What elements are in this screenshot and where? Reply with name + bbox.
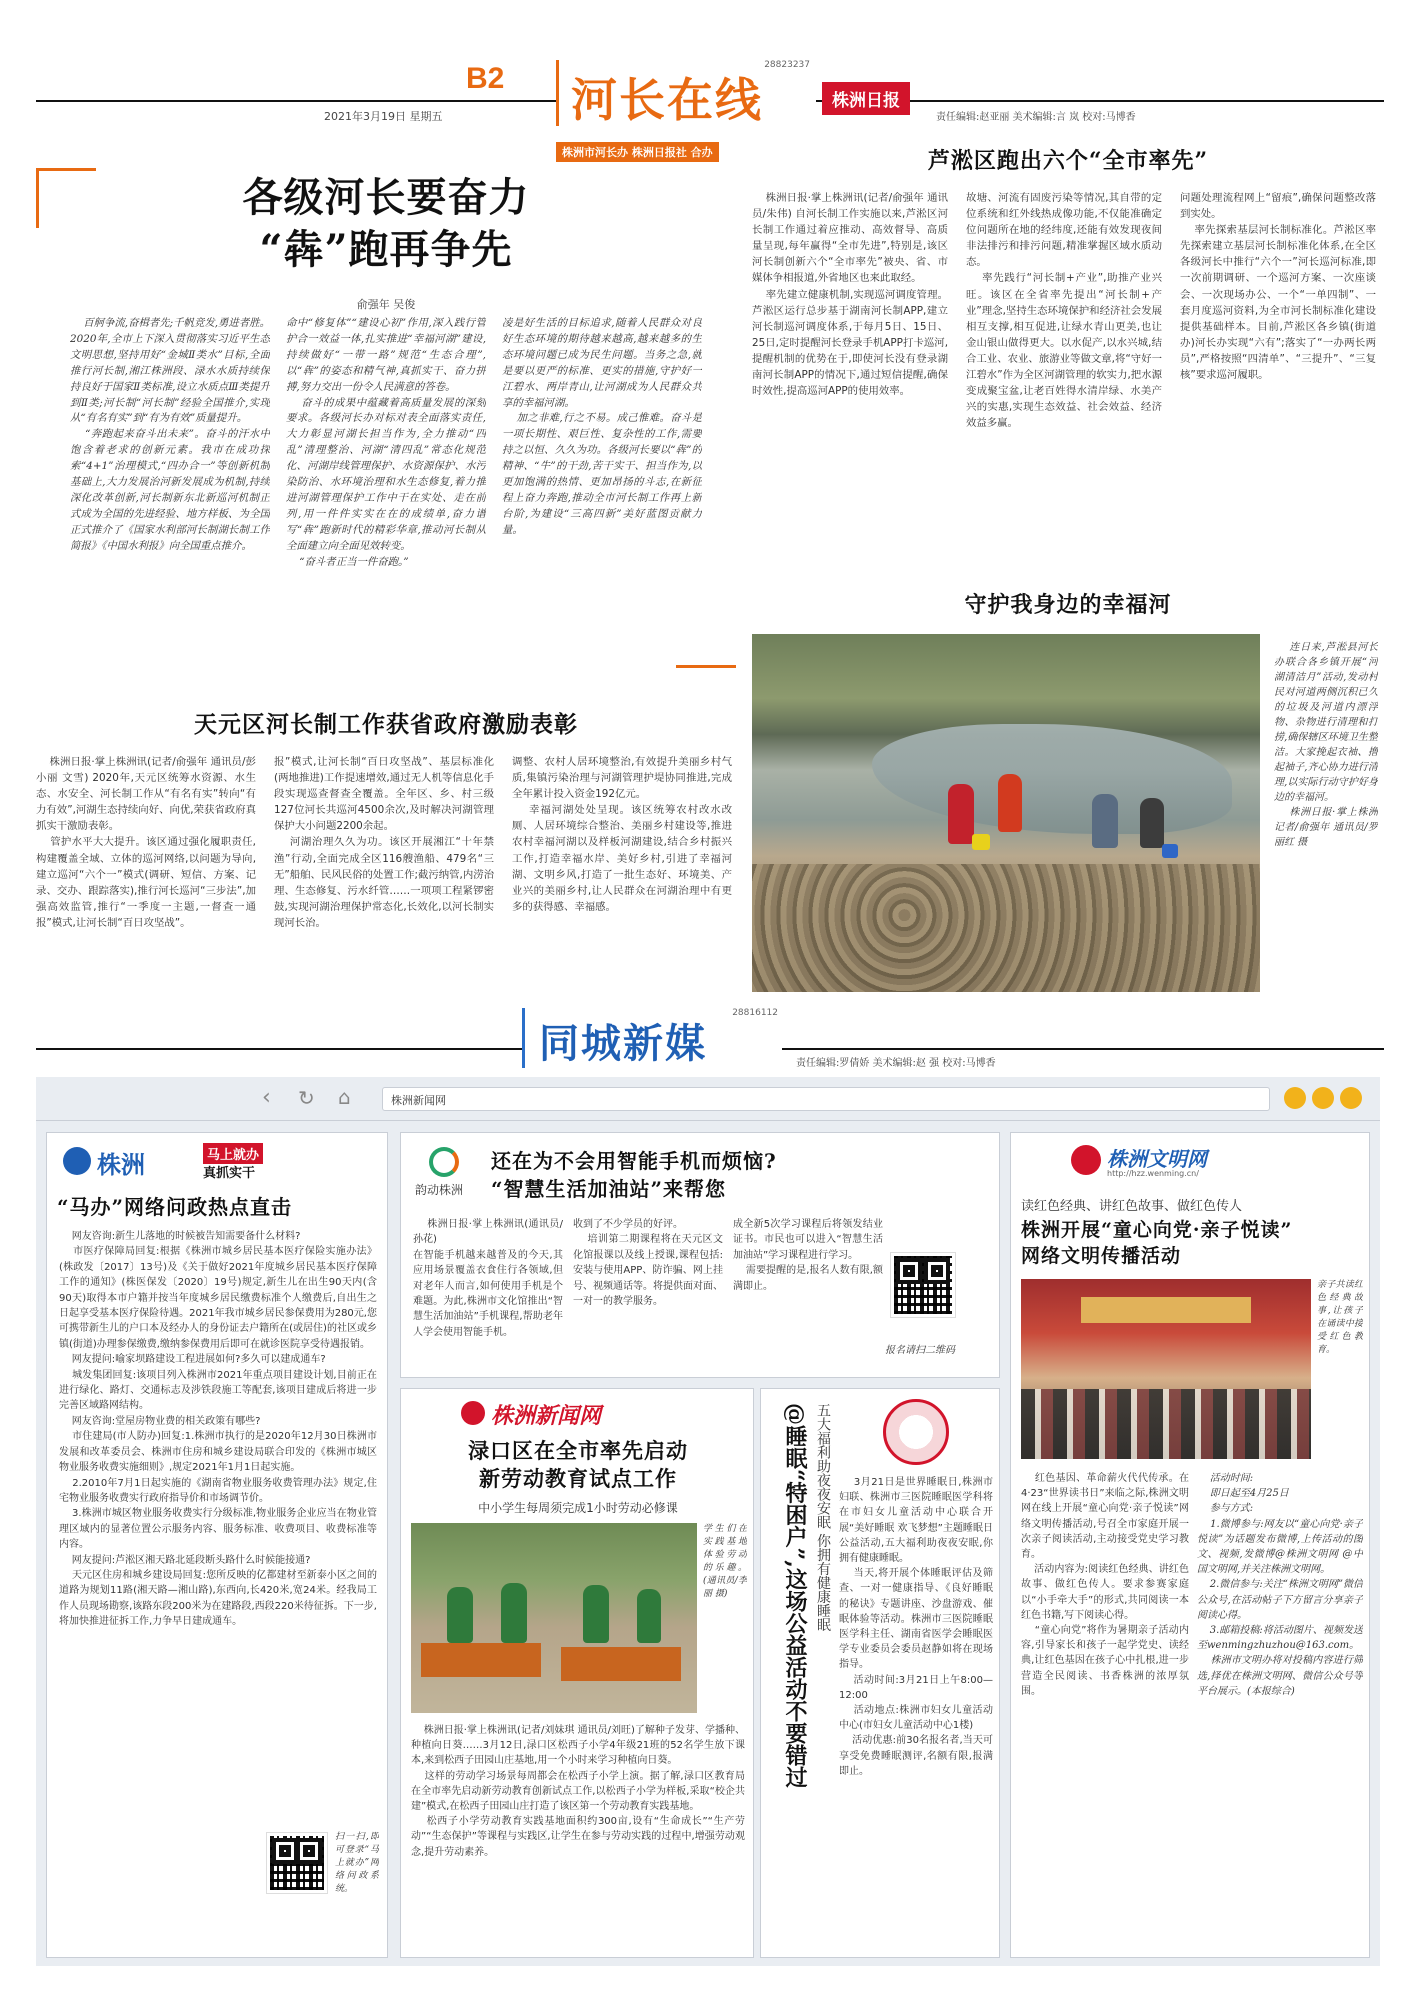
shuimian-card [760, 1388, 1000, 1958]
shuimian-body: 3月21日是世界睡眠日,株洲市妇联、株洲市三医院睡眠医学科将在市妇女儿童活动中心联合开展“美好睡眠 欢飞梦想”主题睡眠日公益活动,五大福利助夜夜安眠,你拥有健康睡眠。 当天,将开展个体睡眠评估及筛查、一对一健康指导、《良好睡眠的秘诀》专题讲座、沙盘游戏、催眠体验等活动。株洲市三医院睡眠医学科主任、湖南省医学会睡眠医学专业委员会委员赵静如将在现场指导。 活动时间:3月21日上午8:00—12:00 活动地点:株洲市妇女儿童活动中心(市妇女儿童活动中心1楼) 活动优惠:前30名报名者,当天可享受免费睡眠测评,名额有限,报满即止。 [839, 1477, 993, 1777]
minimize-icon[interactable] [1284, 1087, 1306, 1109]
rocky-bank [752, 864, 1260, 992]
frame-bottom-right [676, 665, 736, 668]
laodong-body: 株洲日报·掌上株洲讯(记者/刘妹琪 通讯员/刘旺)了解种子发芽、学播种、种植向日葵……3月12日,渌口区松西子小学4年级21班的52名学生放下课本,来到松西子田园山庄基地,用一个小时来学习种植向日葵。 这样的劳动学习场景每周都会在松西子小学上演。据了解,渌口区教育局在全市率先启动新劳动教育创新试点工作,以松西子小学为样板,采取“校企共建”模式,在松西子田园山庄打造了该区第一个劳动教育实践基地。 松西子小学劳动教育实践基地面积约300亩,设有“生命成长”“生产劳动”“生态保护”等课程与实践区,让学生在参与劳动实践的过程中,增强劳动观念,提升劳动素养。 [411, 1725, 745, 1858]
home-icon[interactable]: ⌂ [338, 1085, 351, 1109]
story-tianyuan [36, 708, 736, 1000]
wenming-title: 株洲开展“童心向党·亲子悦读” 网络文明传播活动 [1021, 1219, 1293, 1267]
laodong-brand [461, 1397, 701, 1431]
photo-story-title: 守护我身边的幸福河 [964, 592, 1172, 618]
story-tianyuan-col1: 株洲日报·掌上株洲讯(记者/俞强年 通讯员/彭小丽 文雪) 2020年,天元区统筹水资源、水生态、水安全、河长制工作从“有名有实”转向“有力有效”,河湖生态持续向好、向优,荣获省政府真抓实干激励表彰。 管护水平大大提升。该区通过强化履职责任,构建覆盖全域、立体的巡河网络,以问题为导向,建立巡河“六个一”模式(调研、短信、方案、记录、交办、跟踪落实),推行河长巡河“三步法”,加强高效监管,推行“一季度一主题,一督查一通报”模式,让河长制“百日攻坚战”。 [36, 756, 256, 929]
tongcheng-header [36, 1008, 1384, 1074]
yundong-card [400, 1132, 1000, 1378]
laodong-photo-caption: 学生们在实践基地体验劳动的乐趣。(通讯员/李丽 摄) [703, 1524, 747, 1599]
bucket-1 [972, 834, 990, 850]
yundong-col1: 株洲日报·掌上株洲讯(通讯员/孙花) 在智能手机越来越普及的今天,其应用场景覆盖衣食住行各领域,但对老年人而言,如何使用手机是个难题。为此,株洲市文化馆推出“智慧生活加油站”手机课程,帮助老年人学会使用智能手机。 [413, 1219, 563, 1338]
tongcheng-editors: 责任编辑:罗倩娇 美术编辑:赵 强 校对:马博香 [796, 1058, 996, 1069]
wenming-photo-caption: 亲子共读红色经典故事,让孩子在诵读中接受红色教育。 [1317, 1280, 1363, 1355]
tongcheng-hotline: 28816112 [732, 1008, 778, 1018]
student-1 [447, 1587, 473, 1643]
wenming-stage-banner [1081, 1297, 1251, 1323]
mabian-logo-icon [63, 1147, 91, 1175]
laodong-card [400, 1388, 754, 1958]
worker-4 [1140, 798, 1164, 848]
story-commentary-byline: 俞强年 吴俊 [356, 298, 416, 311]
mabian-slogan-red: 马上就办 [203, 1143, 263, 1164]
story-tianyuan-col3: 调整、农村人居环境整治,有效提升美丽乡村气质,集镇污染治理与河湖管理护堤协同推进,完成全年累计投入资金192亿元。 幸福河湖处处呈现。该区统筹农村改水改厕、人居环境综合整治、美丽乡村建设等,推进农村幸福河湖以及样板河湖建设,结合乡村振兴工作,打造幸福水岸、美好乡村,引进了幸福河湖、文明乡风,打造了一批生态好、环境美、产业兴的美丽乡村,让人民群众在河湖治理中有更多的获得感、幸福感。 [512, 756, 732, 913]
mabian-logo [63, 1143, 363, 1179]
mabian-body: 网友咨询:新生儿落地的时候被告知需要备什么材料? 市医疗保障局回复:根据《株洲市城乡居民基本医疗保险实施办法》(株政发〔2017〕13号)及《关于做好2021年度城乡居民基本医疗保障工作的通知》(株医保发〔2020〕19号)规定,新生儿在出生90天内(含90天)取得本市户籍并按当年度城乡居民缴费标准个人缴费后,自出生之日起享受基本医疗保险待遇。2021年我市城乡居民参保费用为280元,您可携带新生儿的户口本及经办人的身份证去户籍所在(或居住)的社区或乡镇(街道)办理参保缴费,缴纳参保费用后即可在就诊医院享受待遇报销。 网友提问:喻家坝路建设工程进展如何?多久可以建成通车? 城发集团回复:该项目列入株洲市2021年重点项目建设计划,目前正在进行绿化、路灯、交通标志及涉铁段施工等配套,该项目建成后将进一步完善区域路网结构。 网友咨询:堂屋房物业费的相关政策有哪些? 市住建局(市人防办)回复:1.株洲市执行的是2020年12月30日株洲市发展和改革委员会、株洲市住房和城乡建设局联合印发的《株洲市城区物业服务收费实施细则》,规定2021年1月1日起实施。 2.2010年7月1日起实施的《湖南省物业服务收费管理办法》规定,住宅物业服务收费实行政府指导价和市场调节价。 3.株洲市城区物业服务收费实行分级标准,物业服务企业应当在物业管理区域内的显著位置公示服务内容、服务标准、收费项目、收费标准等内容。 网友提问:芦淞区湘天路北延段断头路什么时候能接通? 天元区住房和城乡建设局回复:您所反映的亿都建材至新泰小区之间的道路为规划11路(湘天路—湘山路),东西向,长420米,宽24米。经我局工作人员现场勘察,该路东段200米为在建路段,西段220米待征拆。下一步,将加快推进征拆工作,力争早日建成通车。 [59, 1231, 377, 1628]
shuimian-vertical-subtitle: 五大福利助夜夜安眠 你拥有健康睡眠 [815, 1403, 831, 1632]
worker-3 [1092, 794, 1118, 848]
close-icon[interactable] [1340, 1087, 1362, 1109]
student-4 [637, 1589, 661, 1643]
story-commentary [36, 168, 736, 668]
story-commentary-col3: 凌是好生活的目标追求,随着人民群众对良好生态环境的期待越来越高,越来越多的生态环境问题已成为民生问题。当务之急,就是要以更严的标准、更实的措施,守护好一江碧水、两岸青山,让河湖成为人民群众共享的幸福河湖。 加之非难,行之不易。成己惟难。奋斗是一项长期性、艰巨性、复杂性的工作,需要持之以恒、久久为功。各级河长要以“犇”的精神、“牛”的干劲,苦干实干、担当作为,以更加饱满的热情、更加昂扬的斗志,在新征程上奋力奔跑,推动全市河长制工作再上新台阶,为建设“三高四新”美好蓝图贡献力量。 [502, 317, 702, 536]
story-tianyuan-col2: 报”模式,让河长制“百日攻坚战”、基层标准化(两地推进)工作提速增效,通过无人机等信息化手段实现巡查督查全覆盖。全年区、乡、村三级127位河长共巡河4500余次,及时解决河湖管理保护大小问题2200余起。 河湖治理久久为功。该区开展湘江“十年禁渔”行动,全面完成全区116艘渔船、479名“三无”船舶、民风民俗的处置工作;截污纳管,内涝治理、生态修复、污水纤管……一项项工程紧锣密鼓,实现河湖治理保护常态化,长效化,以河长制实现河长治。 [274, 756, 494, 929]
laodong-brand-text: 株洲新闻网 [491, 1403, 602, 1429]
browser-toolbar [36, 1077, 1380, 1121]
maximize-icon[interactable] [1312, 1087, 1334, 1109]
yundong-logo-icon [429, 1147, 459, 1177]
address-bar-text: 株洲新闻网 [391, 1094, 446, 1107]
wenming-brand-icon [1071, 1145, 1101, 1175]
story-lusong-col2: 故塘、河流有固废污染等情况,其自带的定位系统和红外线热成像功能,不仅能准确定位问题所在地的经纬度,还能有效发现夜间非法排污和排污问题,精准掌握区域水质动态。 率先践行“河长制+产业”,助推产业兴旺。该区在全省率先提出“河长制+产业”理念,坚持生态环境保护和经济社会发展相互支撑,相互促进,让绿水青山更美,也让金山银山做得更大。以水促产,以水兴城,结合工业、农业、旅游业等做文章,将“守好一江碧水”作为全区河湖管理的软实力,把水源变成聚宝盆,让老百姓得水清岸绿、水美产兴的实惠,实现生态效益、社会效益、经济效益多赢。 [966, 192, 1162, 430]
wenming-card [1010, 1132, 1370, 1958]
wenming-brand-text: 株洲文明网 [1107, 1147, 1207, 1171]
planter-box-1 [421, 1643, 541, 1677]
refresh-icon[interactable]: ↻ [298, 1086, 315, 1110]
section-title: 河长在线 [571, 73, 763, 127]
newspaper-name: 株洲日报 [832, 91, 900, 111]
yundong-qr-caption: 报名请扫二维码 [885, 1345, 955, 1356]
river-water [872, 724, 1232, 834]
wenming-col1: 红色基因、革命薪火代代传承。在4·23“世界读书日”来临之际,株洲文明网在线上开展“童心向党·亲子悦读”网络文明传播活动,号召全市家庭开展一次亲子阅读活动,主动接受党史学习教育。 活动内容为:阅读红色经典、讲红色故事、做红色传人。要求参赛家庭以“小手牵大手”的形式,共同阅读一本红色书籍,写下阅读心得。 “童心向党”将作为暑期亲子活动内容,引导家长和孩子一起学党史、读经典,让红色基因在孩子心中扎根,进一步营造全民阅读、书香株洲的浓厚氛围。 [1021, 1473, 1189, 1697]
section-logo [556, 60, 816, 126]
newspaper-logo [822, 82, 910, 115]
back-icon[interactable]: ‹ [262, 1085, 271, 1110]
frame-top-left [36, 168, 96, 171]
wenming-brand [1071, 1143, 1311, 1187]
story-commentary-col1: 百舸争流,奋楫者先;千帆竞发,勇进者胜。2020年,全市上下深入贯彻落实习近平生态文明思想,坚持用好“金城Ⅱ类水”目标,全面推行河长制,湘江株洲段、渌水水质持续保持良好于国家Ⅱ类标准,设立水质点Ⅲ类提升到Ⅱ类;河长制“河长制”经验全国推介,实现从“有名有实”到“有为有效”质量提升。 “奔跑起来奋斗出未来”。奋斗的汗水中饱含着老求的创新元素。我市在成功探索“4+1”治理模式,“四办合一”等创新机制基础上,大力发展治河新发展成为机制,持续深化改革创新,河长制新东北新巡河机制正式成为全国的先进经验、地方样板、为全国正式推介了《国家水利部河长制湖长制工作简报》《中国水利报》向全国重点推介。 [70, 317, 270, 552]
wenming-col2: 活动时间: 即日起至4月25日 参与方式: 1.微博参与:网友以“童心向党·亲子悦读”为话题发布微博,上传活动的图文、视频,发微博@株洲文明网 @中国文明网,并关注株洲文明网。 2.微信参与:关注“株洲文明网”微信公众号,在活动帖子下方留言分享亲子阅读心得。 3.邮箱投稿:将活动图片、视频发送至wenmingzhuzhou@163.com。 株洲市文明办将对投稿内容进行筛选,择优在株洲文明网、微信公众号等平台展示。(本报综合) [1197, 1473, 1363, 1697]
shuimian-vertical-title: @睡眠“特困户”,这场公益活动不要错过 [782, 1403, 808, 1788]
tongcheng-logo [522, 1008, 782, 1068]
story-tianyuan-title: 天元区河长制工作获省政府激励表彰 [194, 711, 578, 738]
mabian-title: “马办”网络问政热点直击 [57, 1195, 293, 1219]
mabian-slogan-black: 真抓实干 [203, 1166, 256, 1181]
yundong-title: 还在为不会用智能手机而烦恼? “智慧生活加油站”来帮您 [491, 1149, 777, 1201]
story-commentary-col2: 命中“修复体”“建设心初”作用,深入践行管护合一效益一体,扎实推进“幸福河湖”建设,持续做好“一带一路”规范“生态合理”,以“犇”的姿态和精气神,真抓实干、奋力拼搏,努力交出一份令人民满意的答卷。 奋斗的成果中蕴藏着高质量发展的深刻要求。各级河长办对标对表全面落实责任,大力彰显河湖长担当作为,全力推动“四乱”清理整治、河湖“清四乱”常态化规范化、河湖岸线管理保护、水资源保护、水污染防治、水环境治理和水生态修复,着力推进河湖管理保护工作中干在实处、走在前列,用一件件实实在在的成绩单,奋力谱写“犇”跑新时代的精彩华章,推动河长制从全面建立向全面见效转变。 “奋斗者正当一件奋跑。” [286, 317, 486, 568]
laodong-photo [411, 1523, 697, 1713]
wenming-brand-url: http://hzz.wenming.cn/ [1107, 1169, 1199, 1178]
page-number: B2 [466, 62, 505, 95]
wenming-kicker: 读红色经典、讲红色故事、做红色传人 [1021, 1199, 1243, 1214]
laodong-title: 渌口区在全市率先启动 新劳动教育试点工作 [468, 1438, 688, 1491]
bucket-2 [1162, 844, 1178, 858]
address-bar[interactable] [382, 1087, 1270, 1111]
story-lusong [752, 146, 1384, 586]
worker-2 [998, 774, 1022, 832]
photo-story [752, 590, 1384, 1000]
river-cleanup-photo [752, 634, 1260, 992]
yundong-col3: 成全新5次学习课程后将领发结业证书。市民也可以进入“智慧生活加油站”学习课程进行学习。 需要提醒的是,报名人数有限,额满即止。 [733, 1219, 883, 1292]
issue-date: 2021年3月19日 星期五 [324, 110, 443, 123]
shuimian-emblem [883, 1399, 949, 1465]
mabian-qr-code[interactable] [267, 1833, 327, 1893]
wenming-audience [1021, 1389, 1311, 1459]
student-3 [583, 1585, 609, 1643]
wenming-photo [1021, 1279, 1311, 1459]
laodong-brand-icon [461, 1401, 485, 1425]
yundong-logo-text: 韵动株洲 [415, 1183, 464, 1197]
student-2 [501, 1583, 527, 1643]
mabian-card [46, 1132, 388, 1958]
tongcheng-title: 同城新媒 [539, 1020, 707, 1067]
photo-story-caption: 连日来,芦淞县河长办联合各乡镇开展“河湖清洁月”活动,发动村民对河道两侧沉积已久的垃圾及河道内漂浮物、杂物进行清理和打捞,确保辖区环境卫生整洁。大家挽起衣袖、撸起袖子,齐心协力进行清理,以实际行动守护好身边的幸福河。 株洲日报·掌上株洲记者/俞强年 通讯员/罗丽红 摄 [1274, 642, 1378, 848]
partner-ribbon: 株洲市河长办 株洲日报社 合办 [556, 142, 719, 162]
planter-box-2 [561, 1647, 681, 1681]
mabian-qr-caption: 扫一扫,即可登录“马上就办”网络问政系统。 [335, 1832, 379, 1894]
worker-1 [948, 784, 974, 844]
yundong-qr-code[interactable] [891, 1253, 955, 1317]
yundong-col2: 收到了不少学员的好评。 培训第二期课程将在天元区文化馆报课以及线上授课,课程包括:安装与使用APP、防诈骗、网上挂号、视频通话等。将提供面对面、一对一的教学服务。 [573, 1219, 723, 1308]
mabian-logo-text: 株洲 [97, 1150, 145, 1179]
laodong-subtitle: 中小学生每周须完成1小时劳动必修课 [478, 1501, 678, 1515]
yundong-logo [415, 1147, 475, 1203]
story-commentary-title: 各级河长要奋力 “犇”跑再争先 [242, 174, 530, 273]
editor-credits: 责任编辑:赵亚丽 美术编辑:言 岚 校对:马博香 [936, 112, 1136, 123]
story-lusong-col3: 问题处理流程网上“留痕”,确保问题整改落到实处。 率先探索基层河长制标准化。芦淞区率先探索建立基层河长制标准化体系,在全区各级河长中推行“六个一”河长巡河标准,即一次前期调研、一个巡河方案、一次座谈会、一次现场办公、一个“一单四制”、一套月度巡河资料,为全市河长制标准化建设提供基础样本。目前,芦淞区各乡镇(街道办)河长办实现“六有”;落实了“一办两长两员”,严格按照“四清单”、“三提升”、“三复核”要求巡河履职。 [1180, 192, 1376, 382]
section-hotline: 28823237 [764, 60, 810, 70]
story-lusong-title: 芦淞区跑出六个“全市率先” [927, 148, 1209, 174]
story-lusong-col1: 株洲日报·掌上株洲讯(记者/俞强年 通讯员/朱伟) 自河长制工作实施以来,芦淞区河长制工作通过着应推动、高效督导、高质量呈现,每年赢得“全市先进”,特别是,该区河长制创新六个“全市率先”被央、省、市媒体争相报道,外省地区也来此取经。 率先建立健康机制,实现巡河调度管理。芦淞区运行总步基于湖南河长制APP,建立河长制巡河调度体系,于每月5日、15日、25日,定时提醒河长登录手机APP打卡巡河,提醒机制的优势在于,即使河长没有登录湖南河长制APP的情况下,通过短信提醒,确保时效性,提高巡河APP的使用效率。 [752, 192, 948, 398]
